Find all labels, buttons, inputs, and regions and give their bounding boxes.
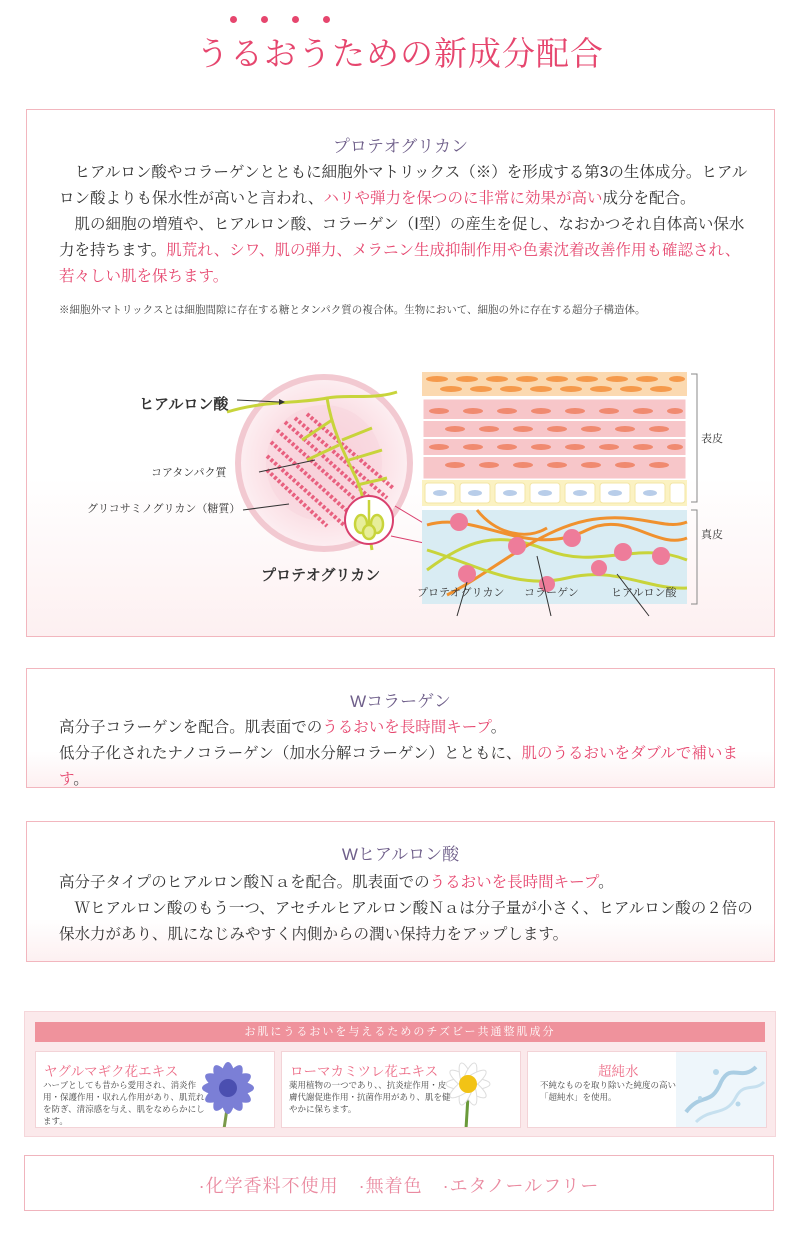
page-header xyxy=(0,0,800,90)
ingredient-card-ultrapure-water xyxy=(527,1051,767,1128)
proteoglycan-section xyxy=(26,109,775,637)
hyaluronic-bottom-label: ヒアルロン酸 xyxy=(611,587,677,599)
body-text: 成分を配合。 xyxy=(602,190,696,207)
section-body xyxy=(59,715,759,793)
section-title: Wコラーゲン xyxy=(350,692,451,711)
common-ingredients-panel xyxy=(24,1011,776,1137)
ingredient-description: 薬用植物の一つであり、、抗炎症作用・皮膚代謝促進作用・抗菌作用があり、肌を健やかに保ちます。 xyxy=(289,1080,451,1114)
emphasis-dots xyxy=(226,16,336,26)
ingredient-card-chamomile xyxy=(281,1051,521,1128)
paragraph xyxy=(59,212,749,290)
body-text: 。 xyxy=(598,874,614,891)
highlight-text: ハリや弾力を保つのに非常に効果が高い xyxy=(323,190,603,207)
hyaluronic-acid-label: ヒアルロン酸 xyxy=(139,396,229,413)
ingredient-card-cornflower xyxy=(35,1051,275,1128)
paragraph xyxy=(59,741,759,793)
body-text: 高分子コラーゲンを配合。肌表面での xyxy=(59,719,323,736)
body-text: 肌の細胞の増殖や、ヒアルロン酸、コラーゲン（Ⅰ型）の産生を促し、なおかつそれ自体高い保水力を持ちます。 xyxy=(59,216,745,259)
cornflower-icon xyxy=(184,1052,274,1128)
highlight-text: うるおいを長時間キープ xyxy=(322,719,491,736)
footnote: ※細胞外マトリックスとは細胞間隙に存在する糖とタンパク質の複合体。生物において、細胞の外に存在する超分子構造体。 xyxy=(59,304,646,316)
section-body xyxy=(59,160,749,290)
ingredient-name: 超純水 xyxy=(598,1064,639,1079)
skin-cross-section xyxy=(422,372,687,616)
w-collagen-section xyxy=(26,668,775,788)
section-body xyxy=(59,870,754,948)
ingredient-description: 不純なものを取り除いた純度の高い「超純水」を使用。 xyxy=(540,1080,677,1102)
ingredient-name: ヤグルマギク花エキス xyxy=(44,1064,179,1079)
glycosaminoglycan-label: グリコサミノグリカン（糖質） xyxy=(87,503,241,515)
highlight-text: うるおいを長時間キープ xyxy=(429,874,599,891)
free-from-list xyxy=(25,1172,773,1198)
proteoglycan-bottom-label: プロテオグリカン xyxy=(417,587,505,599)
body-text: 低分子化されたナノコラーゲン（加水分解コラーゲン）とともに、 xyxy=(59,745,522,762)
ingredients-header: お肌にうるおいを与えるためのチズビー共通整肌成分 xyxy=(35,1022,765,1042)
paragraph xyxy=(59,715,759,741)
proteoglycan-label: プロテオグリカン xyxy=(261,567,381,584)
paragraph xyxy=(59,870,754,896)
highlight-text: 肌のうるおいをダブルで補います xyxy=(59,745,738,788)
free-from-item: ·エタノールフリー xyxy=(442,1176,600,1196)
body-text: 。 xyxy=(73,771,89,788)
section-title: プロテオグリカン xyxy=(332,137,469,156)
collagen-bottom-label: コラーゲン xyxy=(524,587,579,599)
body-text: 高分子タイプのヒアルロン酸Ｎａを配合。肌表面での xyxy=(59,874,430,891)
chamomile-icon xyxy=(430,1052,520,1128)
ingredient-name: ローマカミツレ花エキス xyxy=(290,1064,439,1079)
section-title: Wヒアルロン酸 xyxy=(341,845,460,864)
page-title: うるおうための新成分配合 xyxy=(196,34,604,73)
skin-structure-diagram xyxy=(27,360,776,630)
highlight-text: 肌荒れ、シワ、肌の弾力、メラニン生成抑制作用や色素沈着改善作用も確認され、若々しい肌を保ちます。 xyxy=(59,242,741,285)
dermis-label: 真皮 xyxy=(701,529,723,541)
ingredient-description: ハーブとしても昔から愛用され、消炎作用・保護作用・収れん作用があり、肌荒れを防ぎ、清涼感を与え、肌をなめらかにします。 xyxy=(43,1080,205,1126)
water-splash-icon xyxy=(676,1052,766,1128)
free-from-item: ·無着色 xyxy=(358,1176,423,1196)
free-from-box xyxy=(24,1155,774,1211)
w-hyaluronic-section xyxy=(26,821,775,962)
paragraph xyxy=(59,160,749,212)
core-protein-label: コアタンパク質 xyxy=(151,467,227,479)
body-text: ヒアルロン酸やコラーゲンとともに細胞外マトリックス（※）を形成する第3の生体成分。ヒアルロン酸よりも保水性が高いと言われ、 xyxy=(59,164,748,207)
paragraph: Ｗヒアルロン酸のもう一つ、アセチルヒアルロン酸Ｎａは分子量が小さく、ヒアルロン酸の２倍の保水力があり、肌になじみやすく内側からの潤い保持力をアップします。 xyxy=(59,900,753,943)
free-from-item: ·化学香料不使用 xyxy=(198,1176,339,1196)
body-text: 。 xyxy=(490,719,507,736)
epidermis-label: 表皮 xyxy=(701,433,723,445)
